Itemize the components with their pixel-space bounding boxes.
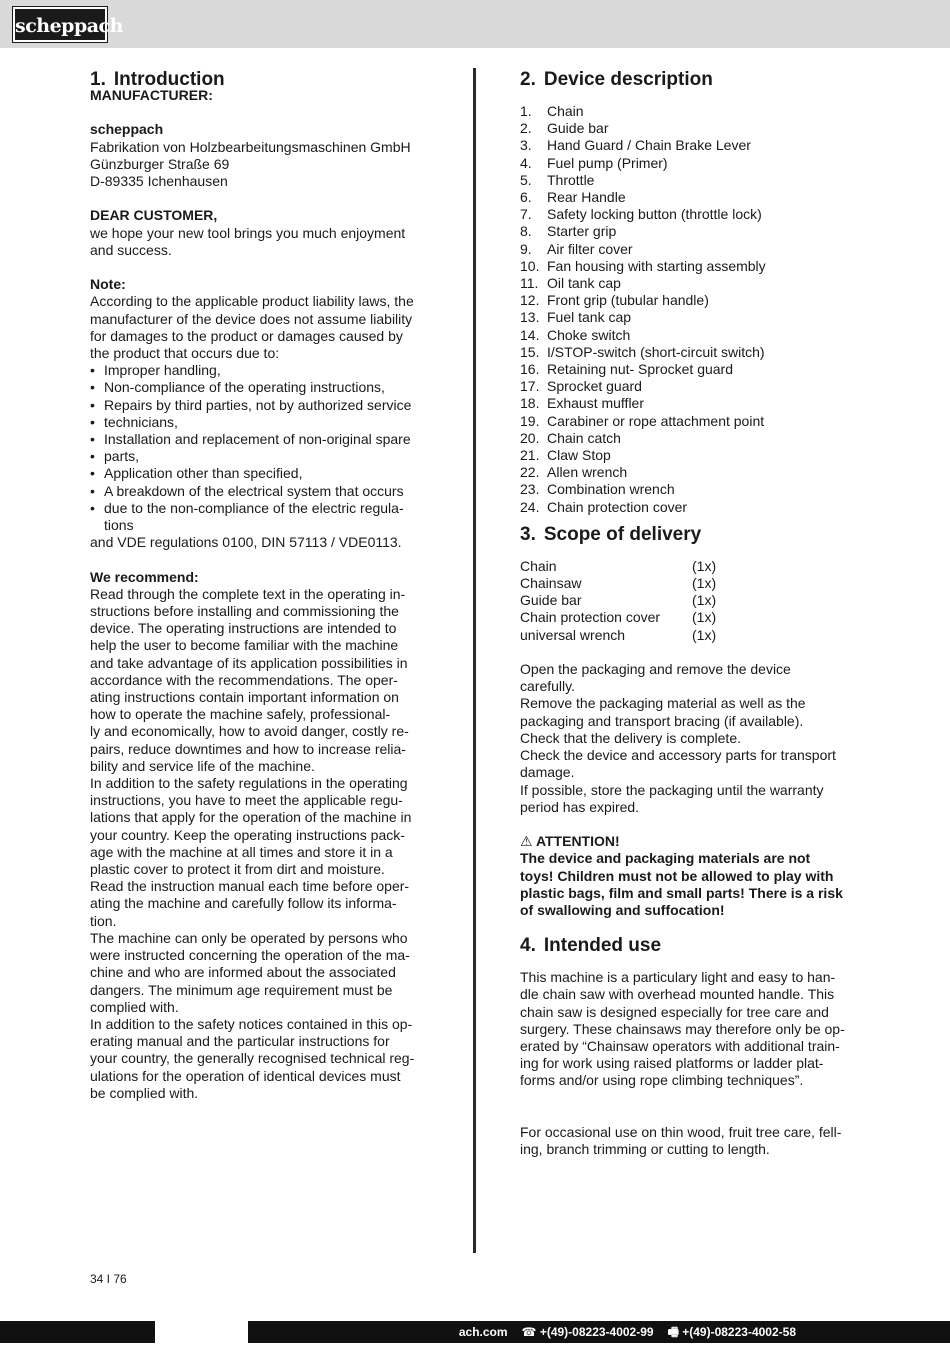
text-line: ating the machine and carefully follow its informa- <box>90 895 397 912</box>
footer-fax: 🖷 +(49)-08223-4002-58 <box>667 1325 796 1339</box>
section-title: Device description <box>543 69 713 90</box>
text-line: Check that the delivery is complete. <box>520 729 741 746</box>
bullet-item: • Installation and replacement of non-original spare <box>90 431 435 448</box>
bullet-item: • A breakdown of the electrical system that occurs <box>90 483 435 500</box>
part-name: Chain protection cover <box>547 498 688 515</box>
part-number: 11. <box>520 275 539 292</box>
part-number: 22. <box>520 464 540 481</box>
company-name: scheppach <box>90 121 164 138</box>
text-line: Open the packaging and remove the device <box>520 661 791 678</box>
part-number: 7. <box>520 206 532 223</box>
text-line: of swallowing and suffocation! <box>520 901 725 918</box>
part-name: Hand Guard / Chain Brake Lever <box>547 137 751 154</box>
part-item <box>520 206 865 223</box>
part-name: Allen wrench <box>547 464 628 481</box>
part-item <box>520 499 865 516</box>
part-number: 23. <box>520 481 540 498</box>
attention-warning-text <box>520 850 865 919</box>
text-line: If possible, store the packaging until the warranty <box>520 781 824 798</box>
text-line: your country, the generally recognised technical reg- <box>90 1050 415 1067</box>
part-number: 5. <box>520 171 532 188</box>
scope-item: Chain protection cover <box>520 609 661 626</box>
column-divider <box>473 68 476 1253</box>
part-name: Throttle <box>547 171 595 188</box>
part-item <box>520 464 865 481</box>
text-line: help the user to become familiar with the machine <box>90 637 399 654</box>
part-name: I/STOP-switch (short-circuit switch) <box>547 343 765 360</box>
part-name: Guide bar <box>547 120 609 137</box>
text-line: In addition to the safety notices contained in this op- <box>90 1015 413 1032</box>
part-item <box>520 103 865 120</box>
text-line: surgery. These chainsaws may therefore only be op- <box>520 1020 845 1037</box>
text-line: age with the machine at all times and store it in a <box>90 843 393 860</box>
text-line: be complied with. <box>90 1084 199 1101</box>
part-number: 9. <box>520 240 532 257</box>
bullet-item: • Application other than specified, <box>90 465 435 482</box>
part-number: 16. <box>520 361 540 378</box>
text-line: ly and economically, how to avoid danger, costly re- <box>90 723 409 740</box>
part-item <box>520 120 865 137</box>
text-line: plastic cover to protect it from dirt and moisture. <box>90 861 385 878</box>
section-heading-device-description <box>520 68 865 92</box>
part-item <box>520 155 865 172</box>
text-line: dangers. The minimum age requirement must be <box>90 981 393 998</box>
note-line: for damages to the product or damages caused by <box>90 327 403 344</box>
text-line: ulations for the operation of identical devices must <box>90 1067 401 1084</box>
footer-website[interactable]: ach.com <box>458 1325 508 1339</box>
text-line: dle chain saw with overhead mounted handle. This <box>520 986 835 1003</box>
part-name: Starter grip <box>547 223 617 240</box>
part-item <box>520 309 865 326</box>
part-number: 19. <box>520 412 540 429</box>
note-line: manufacturer of the device does not assume liability <box>90 310 413 327</box>
dear-customer-label: DEAR CUSTOMER, <box>90 207 218 224</box>
recommend-paragraph <box>90 586 435 1102</box>
address-line: Günzburger Straße 69 <box>90 155 230 172</box>
scope-qty: (1x) <box>692 575 717 592</box>
text-line: Read through the complete text in the operating in- <box>90 585 406 602</box>
header-bar <box>0 0 950 48</box>
part-number: 17. <box>520 378 540 395</box>
unpacking-paragraph <box>520 661 865 816</box>
text-line: instructions, you have to meet the applicable regu- <box>90 792 403 809</box>
note-line: the product that occurs due to: <box>90 345 280 361</box>
part-name: Chain <box>547 103 584 119</box>
bullet-item: • parts, <box>90 448 435 465</box>
table-row <box>520 627 716 644</box>
text-line: how to operate the machine safely, professional- <box>90 706 391 723</box>
part-item <box>520 189 865 206</box>
part-name: Oil tank cap <box>547 275 621 292</box>
part-item <box>520 137 865 154</box>
part-item <box>520 481 865 498</box>
part-number: 20. <box>520 429 540 446</box>
part-name: Air filter cover <box>547 240 633 257</box>
manufacturer-label: MANUFACTURER: <box>90 87 213 103</box>
text-line: bility and service life of the machine. <box>90 757 315 774</box>
part-number: 4. <box>520 154 532 171</box>
part-item <box>520 361 865 378</box>
bullet-item: • technicians, <box>90 414 435 431</box>
part-number: 2. <box>520 120 532 137</box>
warning-triangle-icon: ⚠ <box>520 833 533 850</box>
note-line: According to the applicable product liability laws, the <box>90 293 414 310</box>
left-column <box>90 68 435 1102</box>
bullet-item: • Repairs by third parties, not by authorized service <box>90 397 435 414</box>
text-line: were instructed concerning the operation of the ma- <box>90 947 410 964</box>
scope-qty: (1x) <box>692 626 717 643</box>
part-item <box>520 223 865 240</box>
part-number: 21. <box>520 447 540 464</box>
section-number: 2. <box>520 69 536 90</box>
part-number: 15. <box>520 343 540 360</box>
part-number: 1. <box>520 103 532 119</box>
text-line: device. The operating instructions are intended to <box>90 620 397 637</box>
footer-contact <box>445 1321 796 1343</box>
scope-item: Chainsaw <box>520 575 582 592</box>
part-item <box>520 447 865 464</box>
text-line: pairs, reduce downtimes and how to increase relia- <box>90 740 406 757</box>
part-number: 14. <box>520 326 540 343</box>
section-title: Introduction <box>113 69 225 90</box>
footer-gap <box>155 1321 248 1343</box>
table-row <box>520 592 716 609</box>
note-label: Note: <box>90 276 126 293</box>
greeting-line: and success. <box>90 241 172 258</box>
text-line: period has expired. <box>520 798 640 815</box>
part-number: 3. <box>520 137 532 154</box>
text-line: carefully. <box>520 678 575 695</box>
part-number: 13. <box>520 309 540 326</box>
occasional-use-paragraph <box>520 1124 865 1158</box>
text-line: The device and packaging materials are not <box>520 850 811 867</box>
part-name: Exhaust muffler <box>547 395 645 412</box>
text-line: ing, branch trimming or cutting to length. <box>520 1141 770 1158</box>
text-line: ing for work using raised platforms or ladder plat- <box>520 1055 824 1072</box>
part-item <box>520 258 865 275</box>
page-number: 34 I 76 <box>90 1272 127 1286</box>
part-item <box>520 430 865 447</box>
part-name: Fuel tank cap <box>547 309 632 326</box>
part-number: 18. <box>520 395 540 412</box>
part-item <box>520 275 865 292</box>
recommend-label: We recommend: <box>90 568 199 585</box>
text-line: ating instructions contain important information on <box>90 689 399 706</box>
section-number: 3. <box>520 523 536 545</box>
part-name: Safety locking button (throttle lock) <box>547 206 762 223</box>
text-line: damage. <box>520 764 575 781</box>
section-title: Intended use <box>543 935 662 957</box>
part-item <box>520 292 865 309</box>
part-name: Retaining nut- Sprocket guard <box>547 361 733 378</box>
part-name: Claw Stop <box>547 447 611 464</box>
section-heading-intended-use <box>520 934 865 958</box>
table-row <box>520 558 716 575</box>
bullet-item: • Non-compliance of the operating instructions, <box>90 379 435 396</box>
scope-qty: (1x) <box>692 609 717 626</box>
part-item <box>520 413 865 430</box>
part-number: 12. <box>520 292 540 309</box>
text-line: structions before installing and commissioning the <box>90 603 399 620</box>
text-line: Check the device and accessory parts for transport <box>520 747 836 764</box>
part-number: 10. <box>520 257 540 274</box>
text-line: For occasional use on thin wood, fruit tree care, fell- <box>520 1123 842 1140</box>
scope-item: Guide bar <box>520 592 582 609</box>
section-number: 4. <box>520 935 536 957</box>
scope-qty: (1x) <box>692 557 717 574</box>
text-line: accordance with the recommendations. The oper- <box>90 671 398 688</box>
attention-label: ATTENTION! <box>535 833 620 850</box>
part-name: Front grip (tubular handle) <box>547 292 709 309</box>
table-row <box>520 609 716 626</box>
section-number: 1. <box>90 69 106 90</box>
part-number: 24. <box>520 498 540 515</box>
text-line: packaging and transport bracing (if available). <box>520 712 804 729</box>
text-line: chain saw is designed especially for tree care and <box>520 1003 829 1020</box>
part-item <box>520 395 865 412</box>
greeting-line: we hope your new tool brings you much enjoyment <box>90 224 406 241</box>
text-line: In addition to the safety regulations in the operating <box>90 775 408 792</box>
part-item <box>520 172 865 189</box>
part-item <box>520 241 865 258</box>
part-number: 8. <box>520 223 532 240</box>
part-name: Rear Handle <box>547 189 626 206</box>
text-line: and take advantage of its application possibilities in <box>90 654 408 671</box>
part-item <box>520 327 865 344</box>
footer-bar <box>0 1321 950 1343</box>
text-line: Read the instruction manual each time before oper- <box>90 878 410 895</box>
text-line: toys! Children must not be allowed to play with <box>520 867 834 884</box>
part-name: Fan housing with starting assembly <box>547 257 766 274</box>
scheppach-logo: scheppach <box>13 7 107 42</box>
part-name: Choke switch <box>547 326 631 343</box>
text-line: erated by “Chainsaw operators with additional train- <box>520 1037 840 1054</box>
attention-heading <box>520 833 865 850</box>
part-item <box>520 344 865 361</box>
vde-regulations-line: and VDE regulations 0100, DIN 57113 / VDE0113. <box>90 534 402 551</box>
text-line: Remove the packaging material as well as the <box>520 695 806 712</box>
section-heading-scope-of-delivery <box>520 523 865 547</box>
address-line: Fabrikation von Holzbearbeitungsmaschinen GmbH <box>90 138 411 155</box>
text-line: chine and who are informed about the associated <box>90 964 396 981</box>
intended-use-paragraph <box>520 969 865 1089</box>
scope-item: universal wrench <box>520 626 626 643</box>
part-name: Carabiner or rope attachment point <box>547 412 765 429</box>
part-item <box>520 378 865 395</box>
bullet-item: • Improper handling, <box>90 362 435 379</box>
scope-item: Chain <box>520 557 557 574</box>
text-line: erating manual and the particular instructions for <box>90 1033 390 1050</box>
part-name: Chain catch <box>547 429 621 446</box>
text-line: This machine is a particulary light and easy to han- <box>520 969 836 986</box>
part-name: Fuel pump (Primer) <box>547 154 668 171</box>
section-title: Scope of delivery <box>543 523 702 545</box>
text-line: forms and/or using rope climbing techniques”. <box>520 1072 804 1089</box>
scope-of-delivery-table <box>520 558 716 644</box>
part-name: Sprocket guard <box>547 378 642 395</box>
parts-list <box>520 103 865 516</box>
address-line: D-89335 Ichenhausen <box>90 173 228 189</box>
part-name: Combination wrench <box>547 481 675 498</box>
text-line: complied with. <box>90 998 179 1015</box>
table-row <box>520 575 716 592</box>
text-line: lations that apply for the operation of the machine in <box>90 809 412 826</box>
part-number: 6. <box>520 189 532 206</box>
right-column <box>520 68 865 1158</box>
text-line: plastic bags, film and small parts! There is a risk <box>520 884 843 901</box>
liability-bullet-list <box>90 362 435 534</box>
footer-phone: ☎ +(49)-08223-4002-99 <box>521 1325 654 1339</box>
scope-qty: (1x) <box>692 592 717 609</box>
text-line: The machine can only be operated by persons who <box>90 929 408 946</box>
text-line: your country. Keep the operating instructions pack- <box>90 826 405 843</box>
bullet-item: • due to the non-compliance of the electric regula- tions <box>90 500 435 534</box>
text-line: tion. <box>90 912 117 929</box>
